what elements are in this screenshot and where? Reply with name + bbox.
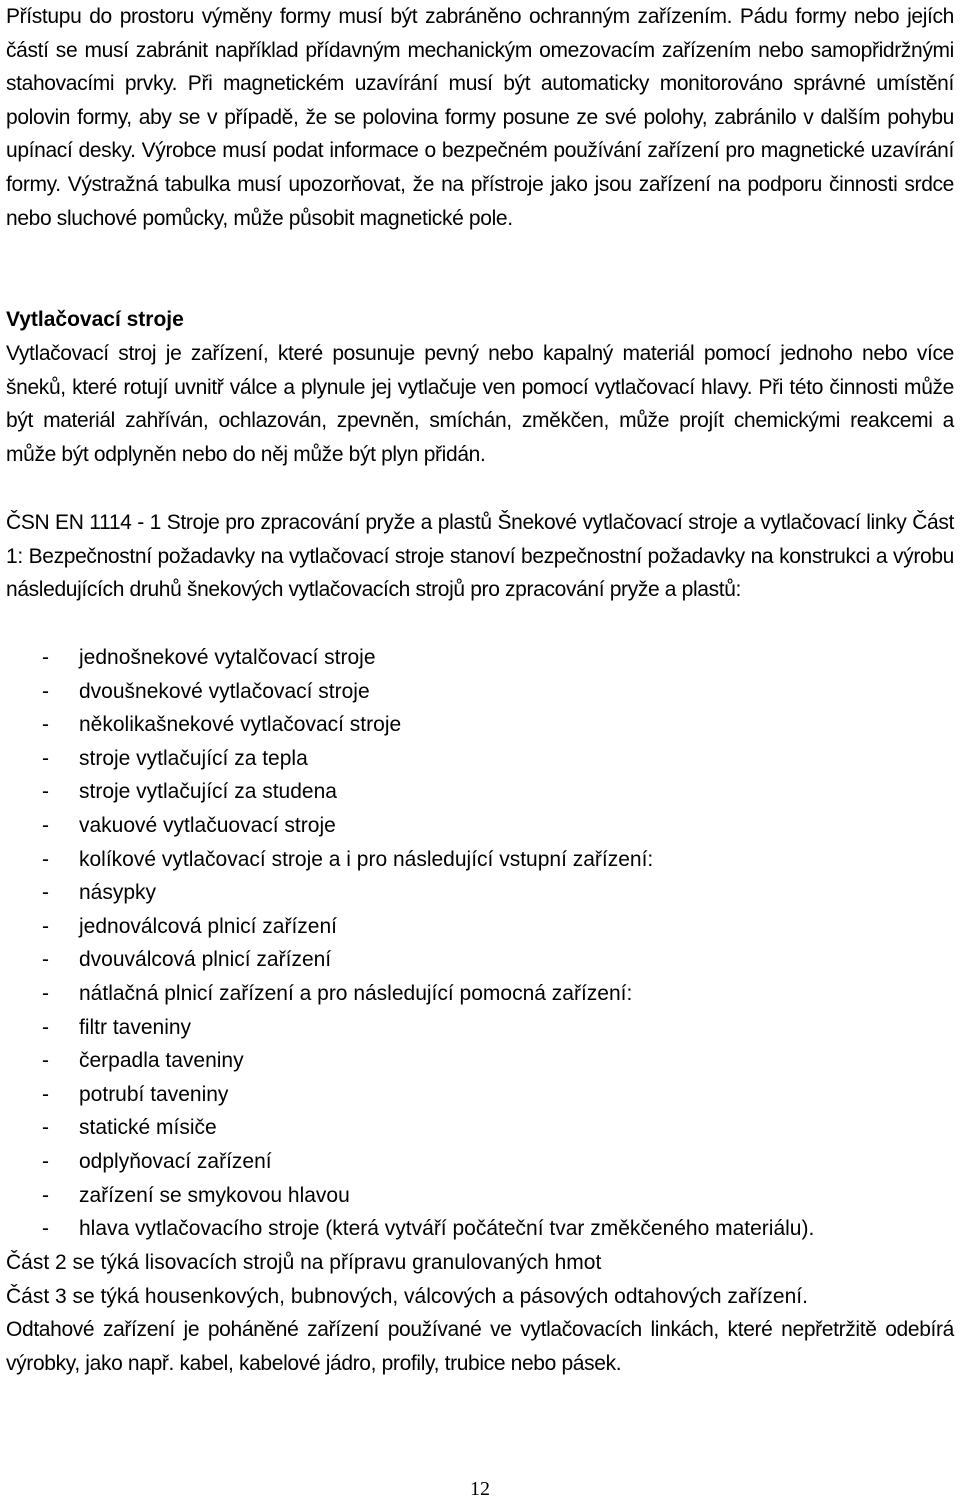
list-item [6, 775, 814, 809]
list-item-text: filtr taveniny [79, 1015, 192, 1039]
list-item-text: odplyňovací zařízení [79, 1149, 272, 1173]
list-item-text: jednoválcová plnicí zařízení [79, 914, 337, 938]
list-dash: - [42, 847, 49, 871]
list-dash: - [42, 1183, 49, 1207]
list-item [6, 1011, 814, 1045]
list-item [6, 809, 814, 843]
list-dash: - [42, 1082, 49, 1106]
list-item-text: čerpadla taveniny [79, 1049, 244, 1073]
intro-paragraph: Přístupu do prostoru výměny formy musí být zabráněno ochranným zařízením. Pádu formy nebo jejích částí se musí zabránit například přídavným mechanickým omezovacím zařízením nebo samopřidržnými stahovacími prvky. Při magnetickém uzavírání musí být automaticky monitorováno správné umístění polovin formy, aby se v případě, že se polovina formy posune ze své polohy, zabránilo v dalším pohybu upínací desky. Výrobce musí podat informace o bezpečném používání zařízení pro magnetické uzavírání formy. Výstražná tabulka musí upozorňovat, že na přístroje jako jsou zařízení na podporu činnosti srdce nebo sluchové pomůcky, může působit magnetické pole. [6, 5, 954, 230]
list-item-text: hlava vytlačovacího stroje (která vytváří počáteční tvar změkčeného materiálu). [79, 1217, 815, 1241]
list-item [6, 675, 814, 709]
list-item [6, 843, 814, 877]
list-item-text: dvouválcová plnicí zařízení [79, 948, 332, 972]
part2-paragraph: Část 2 se týká lisovacích strojů na přípravu granulovaných hmot [6, 1251, 602, 1274]
list-item-text: potrubí taveniny [79, 1082, 229, 1106]
list-item [6, 1111, 814, 1145]
list-item-text: násypky [79, 881, 157, 905]
definition-paragraph: Vytlačovací stroj je zařízení, které posunuje pevný nebo kapalný materiál pomocí jednoho nebo více šneků, které rotují uvnitř válce a plynule jej vytlačuje ven pomocí vytlačovací hlavy. Při této činnosti může být materiál zahříván, ochlazován, zpevněn, smíchán, změkčen, může projít chemickými reakcemi a může být odplyněn nebo do něj může být plyn přidán. [6, 342, 954, 466]
list-item [6, 977, 814, 1011]
list-item [6, 742, 814, 776]
list-item [6, 1145, 814, 1179]
list-dash: - [42, 679, 49, 703]
list-dash: - [42, 646, 49, 669]
list-item-text: vakuové vytlačuovací stroje [79, 813, 336, 837]
list-item-text: jednošnekové vytalčovací stroje [79, 646, 376, 669]
list-item-text: zařízení se smykovou hlavou [79, 1183, 350, 1207]
list-item [6, 641, 814, 675]
list-item [6, 708, 814, 742]
list-dash: - [42, 1149, 49, 1173]
closing-section [6, 1246, 954, 1380]
list-item [6, 1212, 814, 1246]
list-dash: - [42, 1015, 49, 1039]
list-dash: - [42, 1217, 49, 1241]
list-item-text: několikašnekové vytlačovací stroje [79, 713, 402, 737]
section-heading: Vytlačovací stroje [6, 308, 184, 331]
list-item [6, 876, 814, 910]
haul-off-paragraph: Odtahové zařízení je poháněné zařízení používané ve vytlačovacích linkách, které nepřetržitě odebírá výrobky, jako např. kabel, kabelové jádro, profily, trubice nebo pásek. [6, 1318, 954, 1375]
list-item [6, 910, 814, 944]
list-dash: - [42, 780, 49, 804]
list-item-text: statické mísiče [79, 1116, 217, 1140]
list-dash: - [42, 813, 49, 837]
list-dash: - [42, 1049, 49, 1073]
machine-type-list [6, 641, 814, 1246]
list-item-text: stroje vytlačující za tepla [79, 746, 308, 770]
list-item [6, 1078, 814, 1112]
list-dash: - [42, 914, 49, 938]
list-dash: - [42, 746, 49, 770]
list-dash: - [42, 1116, 49, 1140]
list-item [6, 943, 814, 977]
list-dash: - [42, 713, 49, 737]
list-dash: - [42, 881, 49, 905]
list-item-text: nátlačná plnicí zařízení a pro následující pomocná zařízení: [79, 981, 633, 1005]
page-number: 12 [470, 1478, 490, 1500]
part3-paragraph: Část 3 se týká housenkových, bubnových, válcových a pásových odtahových zařízení. [6, 1284, 808, 1308]
list-item [6, 1179, 814, 1213]
list-item [6, 1044, 814, 1078]
list-item-text: stroje vytlačující za studena [79, 780, 337, 804]
standard-paragraph: ČSN EN 1114 - 1 Stroje pro zpracování pryže a plastů Šnekové vytlačovací stroje a vytlačovací linky Část 1: Bezpečnostní požadavky na vytlačovací stroje stanoví bezpečnostní požadavky na konstrukci a výrobu následujících druhů šnekových vytlačovacích strojů pro zpracování pryže a plastů: [6, 511, 954, 602]
list-dash: - [42, 981, 49, 1005]
list-item-text: kolíkové vytlačovací stroje a i pro následující vstupní zařízení: [79, 847, 654, 871]
list-dash: - [42, 948, 49, 972]
list-item-text: dvoušnekové vytlačovací stroje [79, 679, 370, 703]
